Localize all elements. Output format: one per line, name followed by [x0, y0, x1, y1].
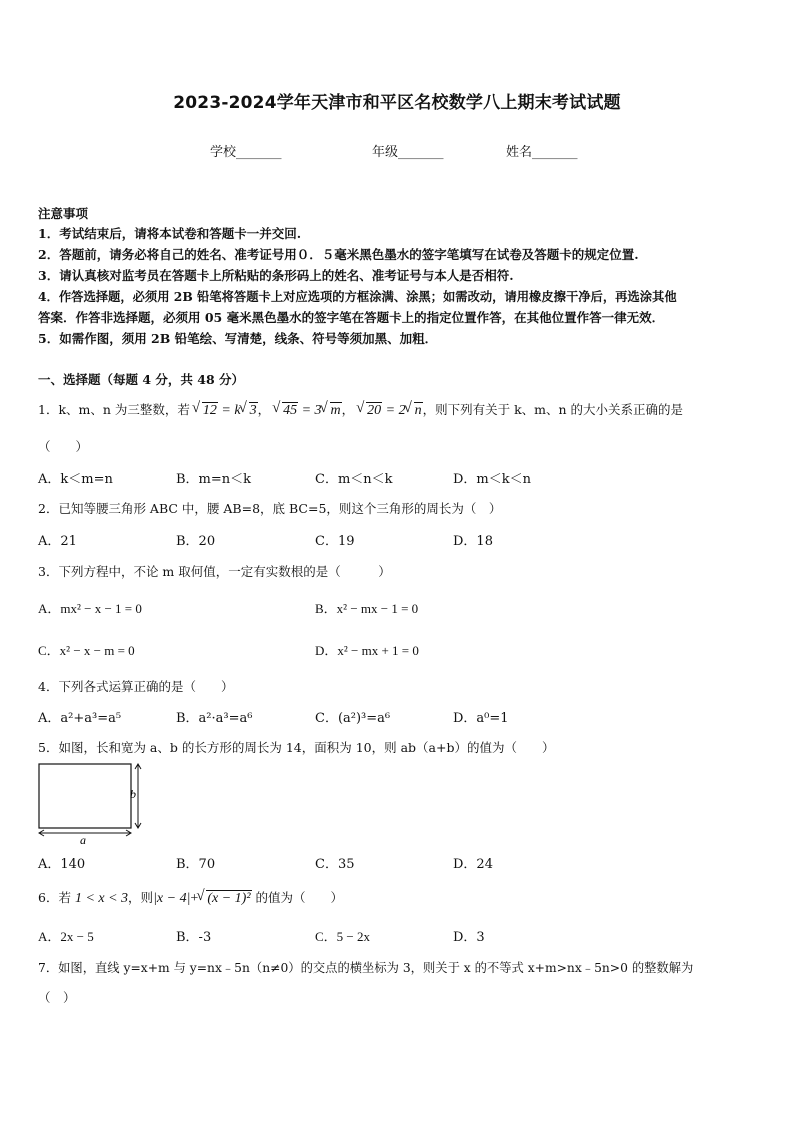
- question-4: 4．下列各式运算正确的是（ ）: [38, 679, 234, 694]
- question-6: [38, 888, 343, 907]
- question-5: 5．如图，长和宽为 a、b 的长方形的周长为 14，面积为 10，则 ab（a+b）的值为（ ）: [38, 740, 555, 755]
- q1-eq2: √ 45 = 3√ m: [274, 403, 342, 418]
- q1-sep: ，: [257, 402, 271, 417]
- q5-option-a: A．140: [38, 857, 86, 872]
- page-title: 2023-2024学年天津市和平区名校数学八上期末考试试题: [173, 93, 621, 113]
- q2-option-d: D．18: [453, 534, 493, 549]
- notice-item: 3．请认真核对监考员在答题卡上所粘贴的条形码上的姓名、准考证号与本人是否相符.: [38, 268, 514, 283]
- notice-item: 5．如需作图，须用 2B 铅笔绘、写清楚，线条、符号等须加黑、加粗．: [38, 331, 438, 346]
- q4-option-c: C．(a²)³=a⁶: [315, 711, 391, 726]
- rectangle-shape: [39, 764, 131, 828]
- question-2: 2．已知等腰三角形 ABC 中，腰 AB=8，底 BC=5，则这个三角形的周长为（ ）: [38, 501, 502, 516]
- label-b: b: [130, 787, 136, 801]
- q6-sqrt-term: √ (x − 1)²: [198, 891, 251, 907]
- q6-plus: +: [190, 891, 199, 906]
- label-a: a: [80, 833, 86, 846]
- q3-option-b: B．x² − mx − 1 = 0: [315, 601, 419, 616]
- q1-option-c: C．m＜n＜k: [315, 472, 393, 487]
- q6-option-c: C．5 − 2x: [315, 929, 371, 944]
- q6-abs-term: |x − 4|: [153, 891, 191, 906]
- section-heading: 一、选择题（每题 4 分，共 48 分）: [38, 372, 245, 387]
- q6-mid: ，则: [128, 890, 154, 905]
- q1-option-a: A．k＜m=n: [38, 472, 113, 487]
- grade-field: 年级_______: [372, 145, 444, 160]
- notice-item: 2．答题前，请务必将自己的姓名、准考证号用０．５毫米黑色墨水的签字笔填写在试卷及答题卡的规定位置.: [38, 247, 639, 262]
- q6-prefix: 6．若: [38, 890, 71, 905]
- q4-option-a: A．a²+a³=a⁵: [38, 711, 122, 726]
- question-1: [38, 400, 683, 419]
- q3-option-d: D．x² − mx + 1 = 0: [315, 643, 419, 658]
- question-7: 7．如图，直线 y=x+m 与 y=nx﹣5n（n≠0）的交点的横坐标为 3，则关于 x 的不等式 x+m>nx﹣5n>0 的整数解为: [38, 961, 694, 975]
- q1-eq3: √ 20 = 2√ n: [358, 403, 422, 418]
- q2-option-c: C．19: [315, 534, 355, 549]
- notice-heading: 注意事项: [38, 206, 89, 221]
- q2-option-a: A．21: [38, 534, 77, 549]
- q6-suffix: 的值为（ ）: [255, 890, 344, 905]
- q1-eq1: √ 12 = k√ 3: [194, 403, 258, 418]
- rectangle-figure: [34, 758, 150, 846]
- q6-option-a: A．2x − 5: [38, 929, 94, 944]
- notice-item: 答案．作答非选择题，必须用 05 毫米黑色墨水的签字笔在答题卡上的指定位置作答，在其他位置作答一律无效．: [38, 310, 665, 325]
- q3-option-a: A．mx² − x − 1 = 0: [38, 601, 142, 616]
- q5-option-b: B．70: [176, 857, 216, 872]
- q1-suffix: ，则下列有关于 k、m、n 的大小关系正确的是: [422, 402, 684, 417]
- q1-option-b: B．m=n＜k: [176, 472, 252, 487]
- name-field: 姓名_______: [506, 145, 578, 160]
- notice-item: 4．作答选择题，必须用 2B 铅笔将答题卡上对应选项的方框涂满、涂黑；如需改动，请用橡皮擦干净后，再选涂其他: [38, 289, 677, 304]
- school-field: 学校_______: [210, 145, 282, 160]
- q6-condition: 1 < x < 3: [74, 891, 129, 906]
- q6-option-d: D．3: [453, 930, 485, 945]
- notice-item: 1．考试结束后，请将本试卷和答题卡一并交回.: [38, 226, 302, 241]
- q4-option-b: B．a²·a³=a⁶: [176, 711, 253, 726]
- q1-paren: （ ）: [38, 439, 89, 454]
- q3-option-c: C．x² − x − m = 0: [38, 643, 135, 658]
- q7-paren: （ ）: [38, 990, 76, 1005]
- q1-option-d: D．m＜k＜n: [453, 472, 532, 487]
- q1-prefix: 1．k、m、n 为三整数，若: [38, 402, 190, 417]
- q2-option-b: B．20: [176, 534, 216, 549]
- q4-option-d: D．a⁰=1: [453, 711, 509, 726]
- question-3: 3．下列方程中，不论 m 取何值，一定有实数根的是（ ）: [38, 564, 391, 579]
- q5-option-d: D．24: [453, 857, 493, 872]
- q6-option-b: B．-3: [176, 930, 212, 945]
- q5-option-c: C．35: [315, 857, 355, 872]
- q1-sep: ，: [341, 402, 355, 417]
